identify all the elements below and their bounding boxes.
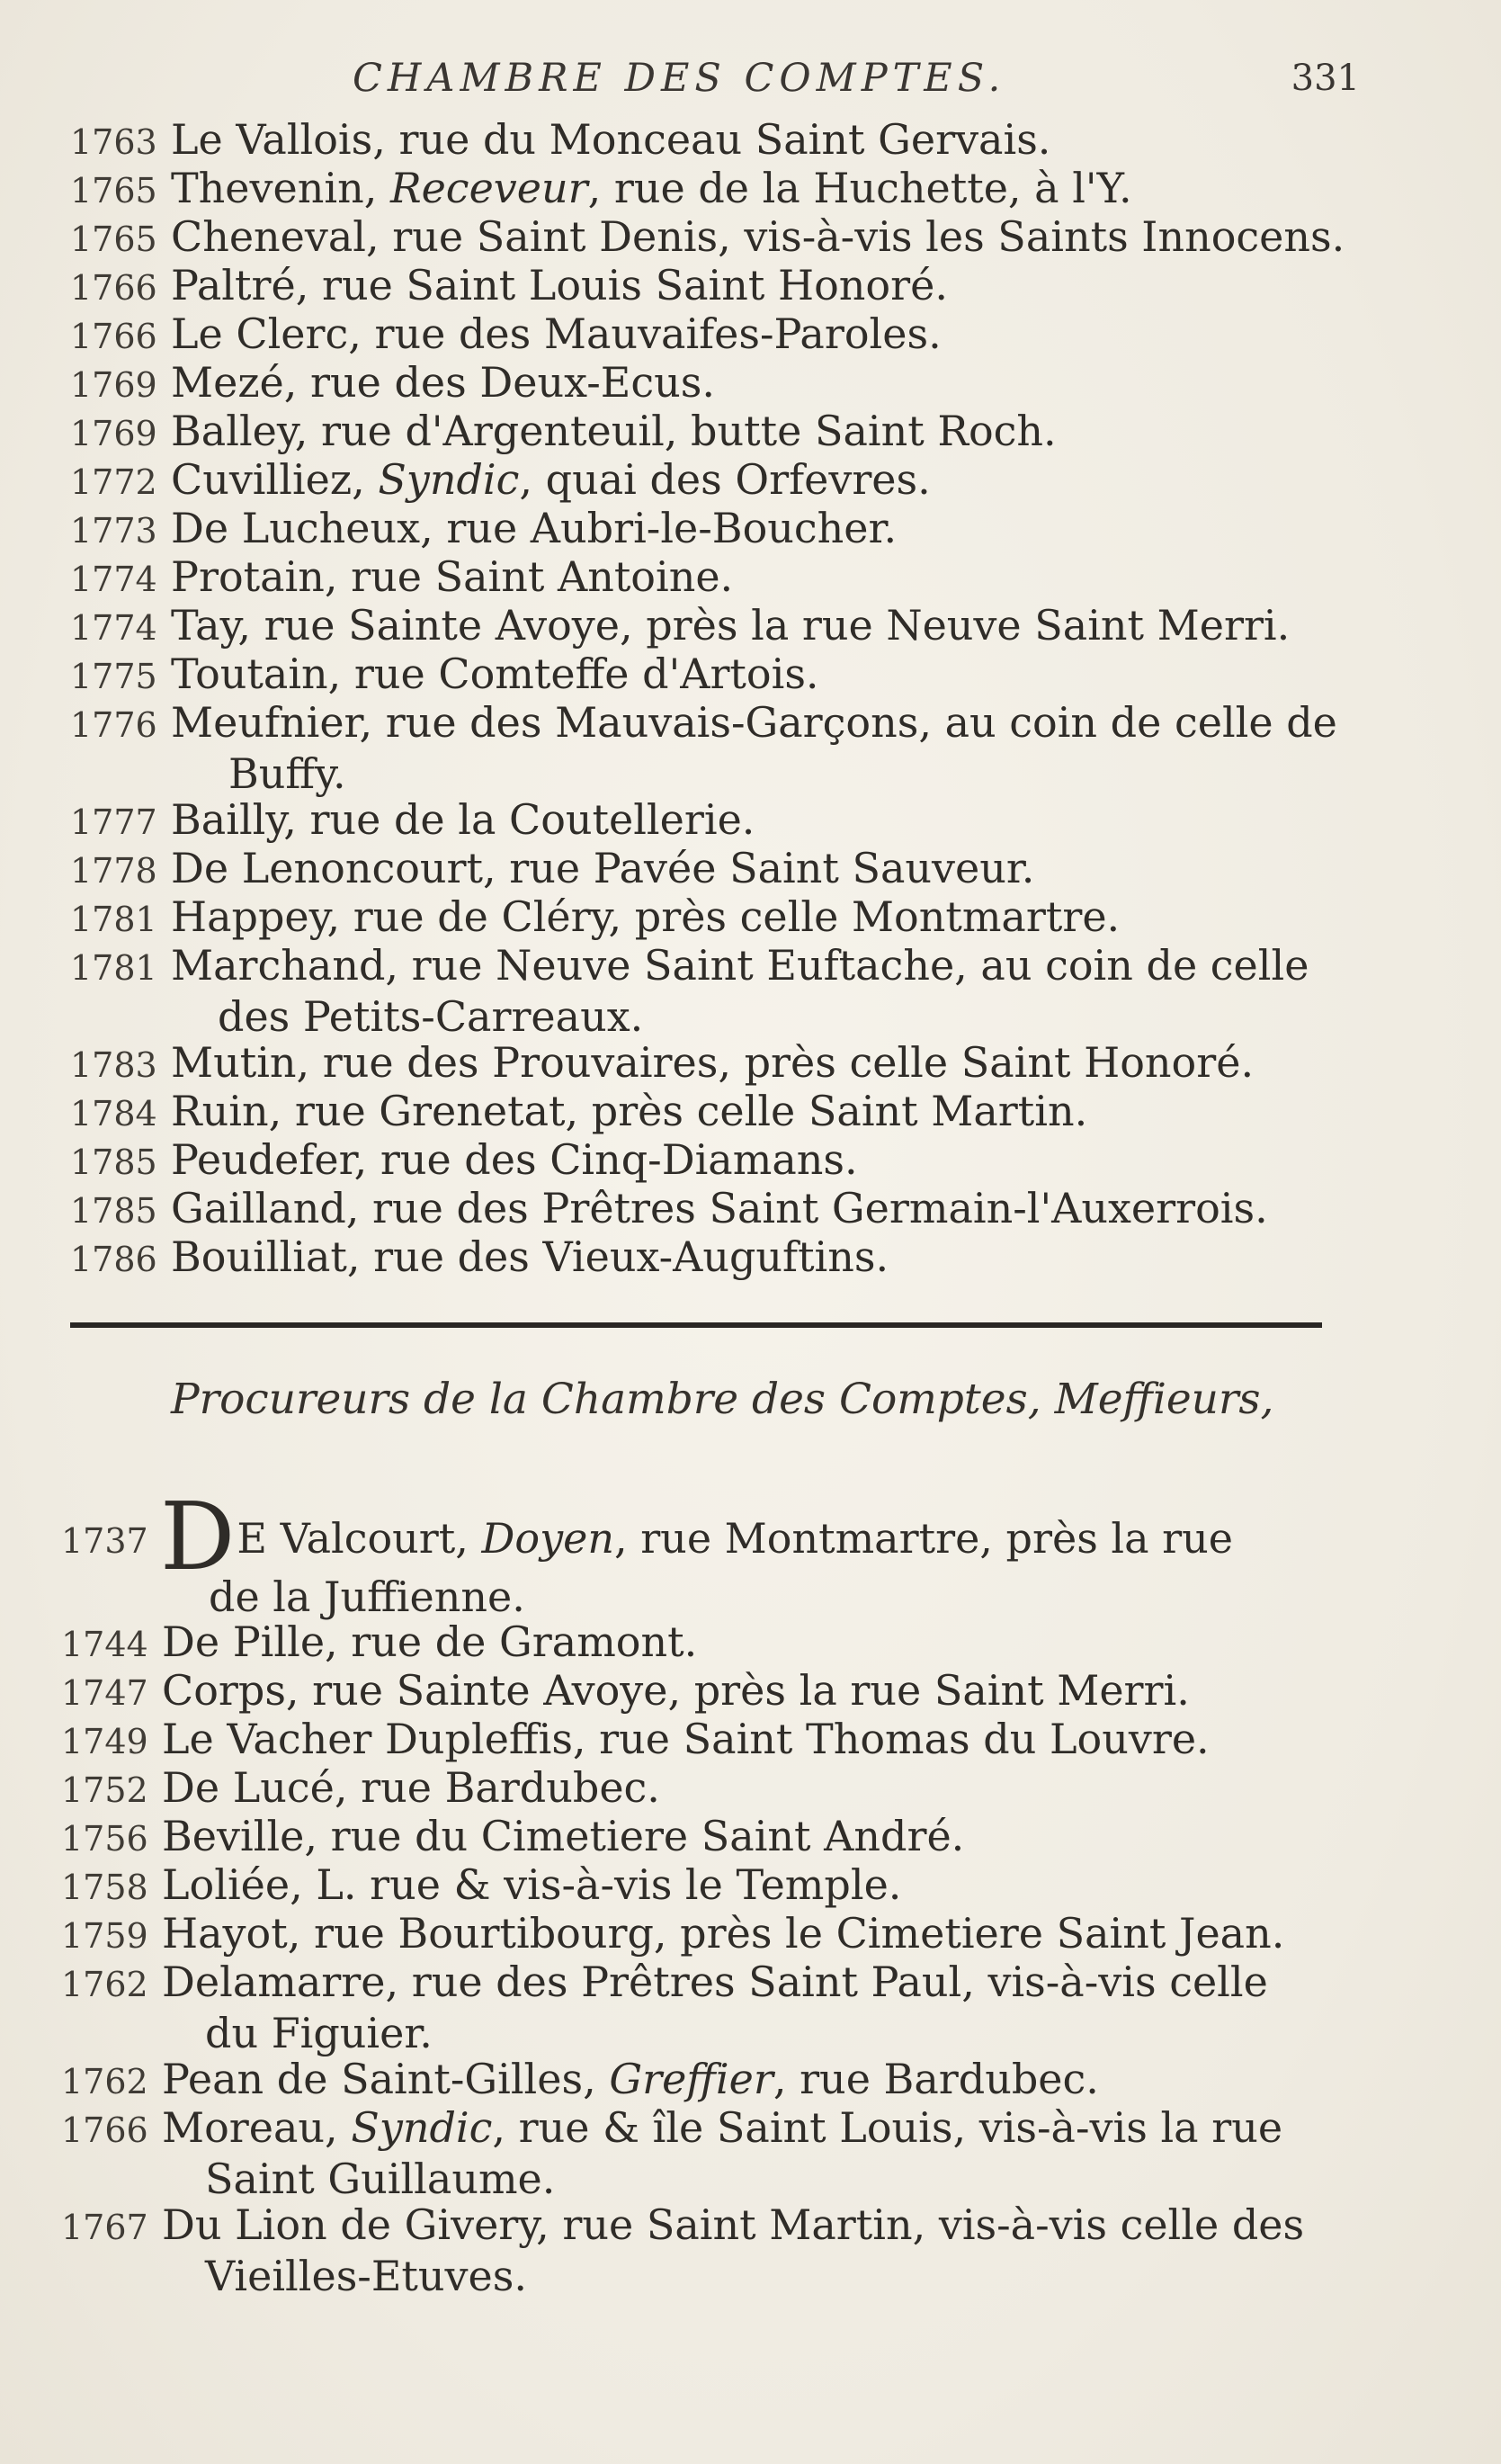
entry-text: Cheneval, rue Saint Denis, vis-à-vis les Saints Innocens. — [171, 212, 1345, 261]
entry-name: Pean de Saint-Gilles, — [162, 2055, 610, 2103]
entry-text: Marchand, rue Neuve Saint Euftache, au coin de celle — [171, 941, 1309, 990]
list-item — [70, 309, 1365, 361]
section-divider — [70, 1322, 1322, 1328]
entry-continuation: Saint Guillaume. — [205, 2155, 556, 2203]
entry-year: 1781 — [70, 900, 157, 939]
entry-year: 1752 — [61, 1770, 148, 1810]
list-item — [70, 115, 1365, 166]
section-title: Procureurs de la Chambre des Comptes, Meffieurs, — [171, 1375, 1274, 1424]
entry-role: Syndic — [351, 2103, 493, 2152]
entry-year: 1765 — [70, 220, 157, 259]
list-item — [70, 941, 1365, 1041]
list-item — [61, 1860, 1356, 1912]
entry-text: De Lenoncourt, rue Pavée Saint Sauveur. — [171, 844, 1035, 892]
entry-text: Le Vallois, rue du Monceau Saint Gervais. — [171, 115, 1051, 164]
list-item — [70, 1184, 1365, 1235]
list-item — [70, 504, 1365, 555]
entry-year: 1759 — [61, 1916, 148, 1956]
list-item — [70, 261, 1365, 312]
list-item — [70, 1038, 1365, 1089]
list-item — [70, 164, 1365, 215]
entry-text: , rue & île Saint Louis, vis-à-vis la rue — [492, 2103, 1283, 2152]
entry-text: , quai des Orfevres. — [519, 455, 931, 504]
entry-year: 1774 — [70, 560, 157, 599]
entry-text: Tay, rue Sainte Avoye, près la rue Neuve Saint Merri. — [171, 601, 1291, 650]
entry-year: 1766 — [70, 268, 157, 308]
entry-year: 1747 — [61, 1673, 148, 1713]
list-item — [70, 601, 1365, 652]
entry-role: Doyen — [481, 1514, 614, 1563]
entry-role: Receveur — [389, 164, 588, 212]
entry-year: 1785 — [70, 1191, 157, 1231]
entry-text: Mezé, rue des Deux-Ecus. — [171, 358, 715, 407]
entry-text: , rue Montmartre, près la rue — [613, 1514, 1234, 1563]
list-item — [70, 1232, 1365, 1284]
entry-year: 1756 — [61, 1819, 148, 1859]
list-item — [61, 1617, 1356, 1669]
entry-text: Beville, rue du Cimetiere Saint André. — [162, 1812, 965, 1860]
list-item — [61, 1666, 1356, 1717]
entry-year: 1766 — [61, 2110, 148, 2150]
entry-year: 1737 — [61, 1521, 148, 1561]
list-item — [61, 1482, 1356, 1621]
entry-year: 1778 — [70, 851, 157, 891]
entry-year: 1766 — [70, 317, 157, 356]
entry-year: 1767 — [61, 2208, 148, 2247]
entry-text: Bailly, rue de la Coutellerie. — [171, 795, 755, 844]
entry-text: Corps, rue Sainte Avoye, près la rue Saint Merri. — [162, 1666, 1190, 1715]
entry-year: 1769 — [70, 414, 157, 453]
entry-text: , rue Bardubec. — [773, 2055, 1099, 2103]
entry-text: Toutain, rue Comteffe d'Artois. — [171, 650, 819, 698]
entry-continuation: Vieilles-Etuves. — [205, 2252, 527, 2300]
entry-text: Balley, rue d'Argenteuil, butte Saint Roch. — [171, 407, 1057, 455]
entry-continuation: Buffy. — [228, 749, 346, 798]
list-item — [61, 1763, 1356, 1814]
entry-year: 1772 — [70, 462, 157, 502]
list-item — [70, 892, 1365, 944]
running-title: CHAMBRE DES COMPTES. — [353, 56, 1006, 101]
entry-year: 1776 — [70, 705, 157, 745]
entry-text: De Lucheux, rue Aubri-le-Boucher. — [171, 504, 898, 552]
entry-text: Ruin, rue Grenetat, près celle Saint Martin. — [171, 1087, 1088, 1135]
entry-year: 1773 — [70, 511, 157, 551]
entry-continuation: de la Juffienne. — [209, 1572, 525, 1621]
entry-continuation: du Figuier. — [205, 2009, 433, 2057]
entry-text: , rue de la Huchette, à l'Y. — [587, 164, 1132, 212]
entry-text: Protain, rue Saint Antoine. — [171, 552, 734, 601]
entry-text: Du Lion de Givery, rue Saint Martin, vis-à-vis celle des — [162, 2200, 1305, 2249]
entry-year: 1749 — [61, 1722, 148, 1761]
list-item — [61, 1812, 1356, 1863]
entry-year: 1774 — [70, 608, 157, 648]
entry-year: 1762 — [61, 2062, 148, 2101]
drop-capital: D — [160, 1482, 236, 1591]
list-item — [70, 795, 1365, 847]
entry-year: 1785 — [70, 1142, 157, 1182]
entry-role: Syndic — [378, 455, 520, 504]
entry-text: Le Vacher Dupleffis, rue Saint Thomas du Louvre. — [162, 1715, 1210, 1763]
list-item — [61, 2055, 1356, 2106]
entry-year: 1758 — [61, 1868, 148, 1907]
entry-year: 1781 — [70, 948, 157, 988]
entry-name: Cuvilliez, — [171, 455, 379, 504]
entry-year: 1777 — [70, 802, 157, 842]
entry-text: Delamarre, rue des Prêtres Saint Paul, vis-à-vis celle — [162, 1958, 1268, 2006]
entry-role: Greffier — [609, 2055, 773, 2103]
entry-year: 1762 — [61, 1965, 148, 2004]
list-item — [70, 407, 1365, 458]
entry-text: Gailland, rue des Prêtres Saint Germain-l'Auxerrois. — [171, 1184, 1268, 1232]
entry-text: De Pille, rue de Gramont. — [162, 1617, 698, 1666]
entry-text: Meufnier, rue des Mauvais-Garçons, au coin de celle de — [171, 698, 1337, 747]
list-item — [70, 1135, 1365, 1187]
entry-text: Mutin, rue des Prouvaires, près celle Saint Honoré. — [171, 1038, 1255, 1087]
entry-year: 1765 — [70, 171, 157, 211]
list-item — [70, 1087, 1365, 1138]
entry-text: De Lucé, rue Bardubec. — [162, 1763, 660, 1812]
page-header — [353, 56, 1360, 110]
entry-name: Thevenin, — [171, 164, 390, 212]
entry-year: 1775 — [70, 657, 157, 696]
list-item — [70, 358, 1365, 409]
entry-text: Loliée, L. rue & vis-à-vis le Temple. — [162, 1860, 902, 1909]
list-item — [70, 212, 1365, 264]
entry-name: Moreau, — [162, 2103, 352, 2152]
entry-year: 1786 — [70, 1240, 157, 1279]
entry-year: 1744 — [61, 1625, 148, 1664]
entry-year: 1784 — [70, 1094, 157, 1133]
list-item — [70, 844, 1365, 895]
list-item — [61, 1909, 1356, 1960]
entry-text: Peudefer, rue des Cinq-Diamans. — [171, 1135, 858, 1184]
list-item — [61, 2200, 1356, 2300]
entry-text: Le Clerc, rue des Mauvaifes-Paroles. — [171, 309, 942, 358]
page-number: 331 — [1291, 58, 1360, 99]
entry-text: Hayot, rue Bourtibourg, près le Cimetiere Saint Jean. — [162, 1909, 1285, 1958]
entry-text: Paltré, rue Saint Louis Saint Honoré. — [171, 261, 948, 309]
entry-year: 1763 — [70, 122, 157, 162]
entry-year: 1783 — [70, 1045, 157, 1085]
list-item — [70, 552, 1365, 604]
entry-text: Bouilliat, rue des Vieux-Auguftins. — [171, 1232, 889, 1281]
entry-continuation: des Petits-Carreaux. — [218, 992, 644, 1041]
entry-name: E Valcourt, — [237, 1514, 482, 1563]
list-item — [61, 1715, 1356, 1766]
list-item — [61, 1958, 1356, 2057]
list-item — [70, 455, 1365, 506]
list-item — [61, 2103, 1356, 2203]
list-item — [70, 698, 1365, 798]
entry-year: 1769 — [70, 365, 157, 405]
entry-text: Happey, rue de Cléry, près celle Montmartre. — [171, 892, 1121, 941]
list-item — [70, 650, 1365, 701]
